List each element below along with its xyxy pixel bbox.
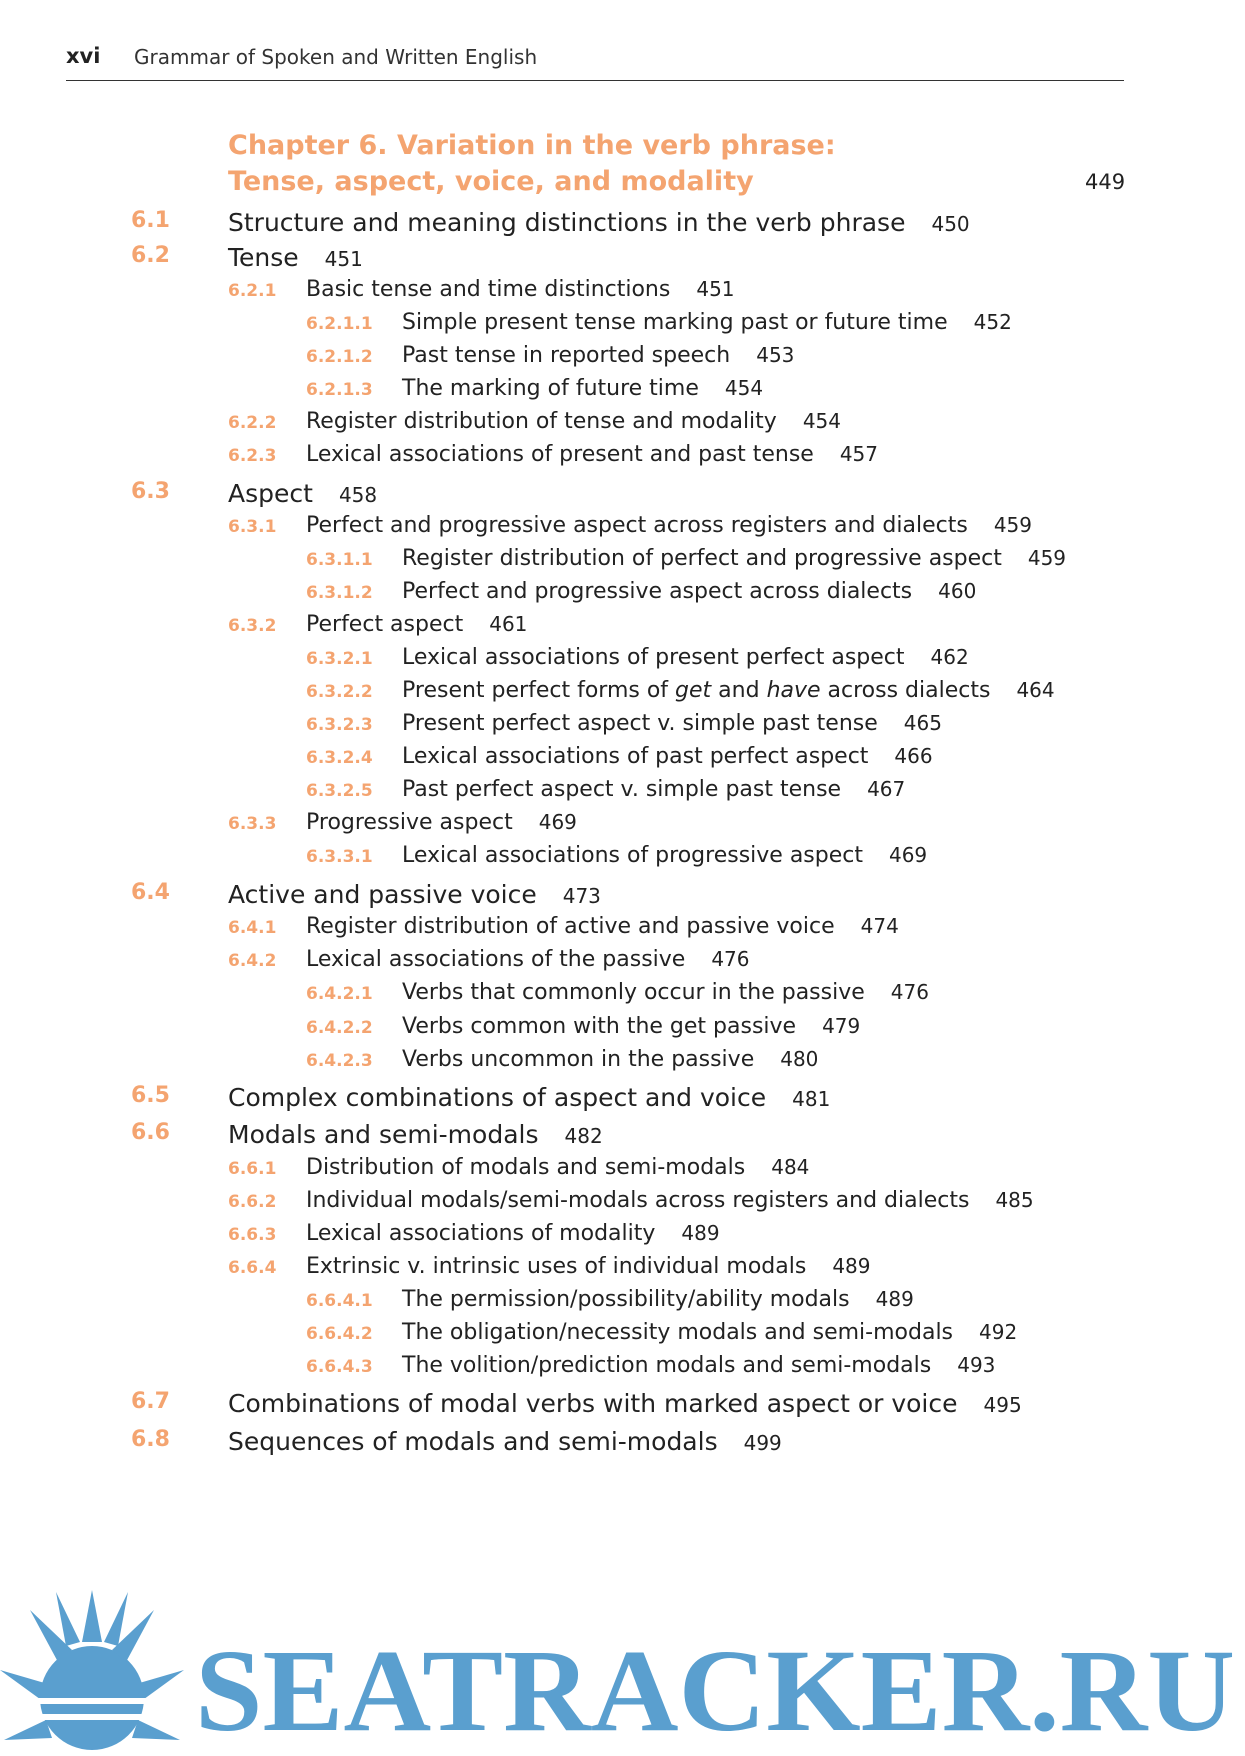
section-number: 6.3.2.1 [306,649,373,669]
chapter-title-line2: Tense, aspect, voice, and modality [228,166,754,197]
section-number: 6.3.2.2 [306,682,373,702]
section-title-italic: have [766,678,821,703]
section-number: 6.2.1.2 [306,347,373,367]
header-page-number: xvi [66,44,101,68]
section-title: Lexical associations of modality [306,1221,656,1246]
section-title: Individual modals/semi-modals across registers and dialects [306,1188,970,1213]
section-title: The marking of future time [402,376,699,401]
page-number: 489 [875,1287,914,1311]
chapter-page-number: 449 [1085,170,1126,194]
section-number: 6.3.2.3 [306,715,373,735]
section-number: 6.3.2 [228,616,277,636]
page-number: 480 [780,1047,819,1071]
section-number: 6.6.4 [228,1258,277,1278]
section-number: 6.6.4.2 [306,1324,373,1344]
section-title: Tense [228,243,299,272]
section-number: 6.2.1.1 [306,314,373,334]
section-title: Perfect and progressive aspect across registers and dialects [306,513,968,538]
section-title-italic: get [675,678,712,703]
section-title: The obligation/necessity modals and semi-modals [402,1320,954,1345]
page-number: 476 [890,980,929,1004]
section-title: Complex combinations of aspect and voice [228,1083,767,1112]
page-number: 459 [1027,546,1067,570]
section-number: 6.2.1 [228,281,277,301]
page-number: 489 [681,1221,720,1245]
page-number: 464 [1016,678,1055,702]
page-number: 493 [957,1353,996,1377]
section-title: Active and passive voice [228,880,537,909]
page-number: 479 [822,1014,861,1038]
section-number: 6.2 [131,243,170,268]
section-number: 6.1 [131,208,170,233]
section-title: Verbs that commonly occur in the passive [402,980,865,1005]
page-number: 465 [903,711,942,735]
chapter-title [228,128,836,200]
header-book-title: Grammar of Spoken and Written English [134,45,538,69]
section-title: Perfect aspect [306,612,464,637]
section-title-part: and [711,678,767,703]
section-title: Verbs uncommon in the passive [402,1047,755,1072]
page-number: 451 [696,277,735,301]
section-number: 6.3.1 [228,517,277,537]
section-number: 6.3.3.1 [306,847,373,867]
section-number: 6.4.2 [228,951,277,971]
running-header [66,42,1124,81]
page-number: 459 [993,513,1033,537]
watermark-text: SEATRACKER.RU [195,1625,1235,1756]
page-number: 451 [324,247,363,271]
section-number: 6.3.2.5 [306,781,373,801]
section-title: Combinations of modal verbs with marked aspect or voice [228,1389,958,1418]
section-number: 6.3.1.1 [306,550,373,570]
page-number: 492 [979,1320,1018,1344]
page-number: 489 [832,1254,871,1278]
section-number: 6.4.2.2 [306,1018,373,1038]
section-title: Register distribution of active and passive voice [306,914,835,939]
section-title: Sequences of modals and semi-modals [228,1427,718,1456]
section-title: Lexical associations of past perfect aspect [402,744,869,769]
section-number: 6.2.1.3 [306,380,373,400]
section-number: 6.6.1 [228,1159,277,1179]
section-title: Past perfect aspect v. simple past tense [402,777,842,802]
page-number: 460 [938,579,977,603]
section-title: Aspect [228,479,313,508]
section-title-part: across dialects [820,678,991,703]
section-number: 6.4.2.1 [306,984,373,1004]
section-number: 6.6.2 [228,1192,277,1212]
section-title: Lexical associations of present perfect aspect [402,645,905,670]
page-number: 495 [983,1393,1022,1417]
page-number: 461 [489,612,528,636]
section-number: 6.2.3 [228,446,277,466]
page-number: 453 [756,343,795,367]
section-title: Present perfect aspect v. simple past tense [402,711,878,736]
section-number: 6.5 [131,1083,170,1108]
section-number: 6.7 [131,1389,170,1414]
section-number: 6.6.3 [228,1225,277,1245]
section-number: 6.3.1.2 [306,583,373,603]
page-number: 485 [995,1188,1034,1212]
section-title: Progressive aspect [306,810,513,835]
section-title: Lexical associations of the passive [306,947,686,972]
section-number: 6.3.2.4 [306,748,373,768]
section-title: Structure and meaning distinctions in the verb phrase [228,208,906,237]
page-number: 481 [792,1087,831,1111]
section-number: 6.4.2.3 [306,1051,373,1071]
page-number: 457 [839,442,879,466]
page-number: 467 [867,777,906,801]
page-number: 452 [973,310,1012,334]
section-number: 6.4 [131,880,170,905]
page-number: 466 [894,744,933,768]
section-number: 6.6.4.1 [306,1291,373,1311]
section-title: Lexical associations of present and past tense [306,442,814,467]
page-number: 469 [538,810,577,834]
section-number: 6.3 [131,479,170,504]
page-number: 458 [338,483,378,507]
chapter-title-line1: Chapter 6. Variation in the verb phrase: [228,130,836,161]
section-number: 6.6 [131,1120,170,1145]
section-title: Register distribution of perfect and progressive aspect [402,546,1002,571]
page-number: 450 [931,212,970,236]
section-number: 6.4.1 [228,918,277,938]
page-number: 474 [860,914,899,938]
section-title: Register distribution of tense and modality [306,409,777,434]
page-number: 499 [743,1431,782,1455]
section-title: The volition/prediction modals and semi-modals [402,1353,932,1378]
section-title: Simple present tense marking past or future time [402,310,948,335]
section-title: Extrinsic v. intrinsic uses of individual modals [306,1254,807,1279]
section-title: The permission/possibility/ability modals [402,1287,850,1312]
page-number: 469 [888,843,928,867]
section-title: Past tense in reported speech [402,343,731,368]
page-number: 454 [802,409,842,433]
section-title-part: Present perfect forms of [402,678,676,703]
section-title: Basic tense and time distinctions [306,277,671,302]
page-number: 482 [564,1124,603,1148]
section-number: 6.6.4.3 [306,1357,373,1377]
page-number: 476 [711,947,750,971]
section-number: 6.3.3 [228,814,277,834]
watermark [0,1580,1245,1756]
section-title: Verbs common with the get passive [402,1014,797,1039]
page-number: 473 [562,884,601,908]
section-number: 6.2.2 [228,413,277,433]
page-number: 484 [771,1155,810,1179]
section-title: Perfect and progressive aspect across dialects [402,579,913,604]
section-title: Modals and semi-modals [228,1120,539,1149]
section-title: Lexical associations of progressive aspect [402,843,863,868]
page-number: 454 [724,376,764,400]
section-number: 6.8 [131,1427,170,1452]
section-title: Distribution of modals and semi-modals [306,1155,746,1180]
page-number: 462 [930,645,969,669]
sun-logo-icon [0,1590,184,1750]
